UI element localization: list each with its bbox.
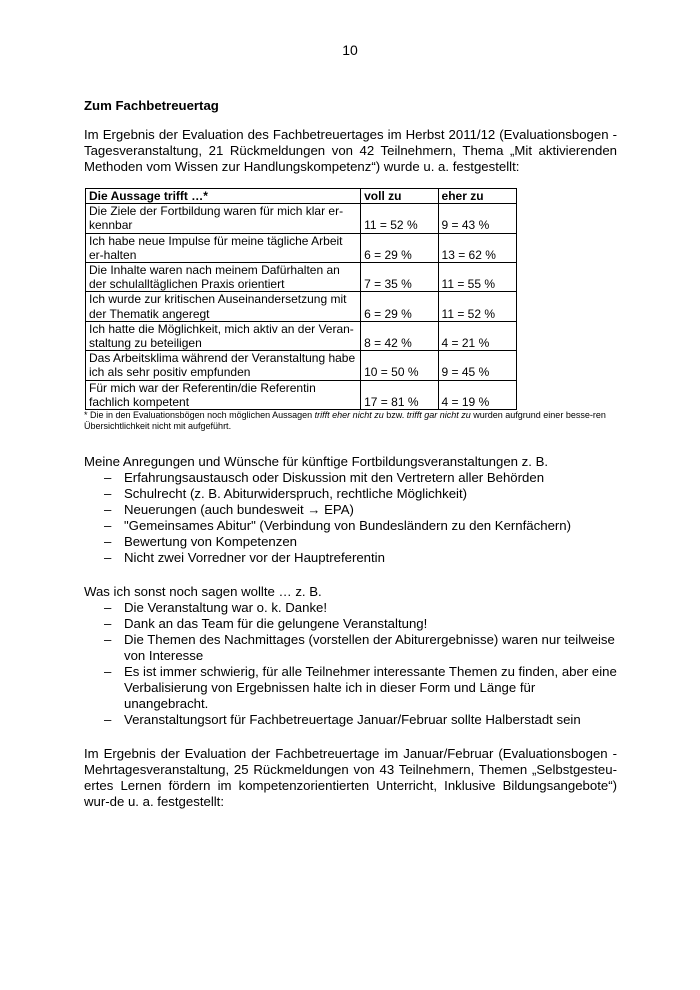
dash-bullet: – bbox=[104, 550, 112, 566]
other-list bbox=[84, 600, 617, 728]
row-voll-zu: 6 = 29 % bbox=[361, 233, 438, 262]
row-statement: Ich wurde zur kritischen Auseinandersetzung mit der Thematik angeregt bbox=[86, 292, 361, 321]
row-eher-zu: 4 = 19 % bbox=[438, 380, 516, 409]
table-row bbox=[86, 380, 517, 409]
row-eher-zu: 9 = 43 % bbox=[438, 204, 516, 233]
footnote-text: * Die in den Evaluationsbögen noch möglichen Aussagen bbox=[84, 410, 315, 421]
row-statement: Ich hatte die Möglichkeit, mich aktiv an der Veran-staltung zu beteiligen bbox=[86, 321, 361, 350]
dash-bullet: – bbox=[104, 470, 112, 486]
list-item: – Veranstaltungsort für Fachbetreuertage Januar/Februar sollte Halberstadt sein bbox=[104, 712, 581, 728]
list-item: – Bewertung von Kompetenzen bbox=[104, 534, 298, 550]
list-item: – Nicht zwei Vorredner vor der Hauptreferentin bbox=[104, 550, 385, 566]
footnote-italic: trifft gar nicht zu bbox=[406, 410, 471, 421]
row-eher-zu: 13 = 62 % bbox=[438, 233, 516, 262]
table-footnote bbox=[84, 410, 617, 432]
row-statement: Ich habe neue Impulse für meine tägliche Arbeit er-halten bbox=[86, 233, 361, 262]
row-voll-zu: 11 = 52 % bbox=[361, 204, 438, 233]
row-voll-zu: 7 = 35 % bbox=[361, 263, 438, 292]
row-voll-zu: 10 = 50 % bbox=[361, 351, 438, 380]
header-voll-zu: voll zu bbox=[361, 189, 438, 204]
wishes-intro: Meine Anregungen und Wünsche für künftige Fortbildungsveranstaltungen z. B. bbox=[84, 454, 549, 470]
section-heading: Zum Fachbetreuertag bbox=[84, 98, 219, 113]
dash-bullet: – bbox=[104, 502, 112, 518]
list-item: – Erfahrungsaustausch oder Diskussion mit den Vertretern aller Behörden bbox=[104, 470, 545, 486]
row-eher-zu: 4 = 21 % bbox=[438, 321, 516, 350]
footnote-italic: trifft eher nicht zu bbox=[314, 410, 384, 421]
list-item: – Neuerungen (auch bundesweit → EPA) bbox=[104, 502, 354, 518]
dash-bullet: – bbox=[104, 518, 112, 534]
row-statement: Das Arbeitsklima während der Veranstaltung habe ich als sehr positiv empfunden bbox=[86, 351, 361, 380]
footnote-text: wurden aufgrund einer besse-ren Übersichtlichkeit nicht mit aufgeführt. bbox=[84, 410, 606, 432]
row-statement: Die Ziele der Fortbildung waren für mich klar er-kennbar bbox=[86, 204, 361, 233]
other-intro: Was ich sonst noch sagen wollte … z. B. bbox=[84, 584, 322, 600]
row-statement: Für mich war der Referentin/die Referentin fachlich kompetent bbox=[86, 380, 361, 409]
page-number: 10 bbox=[342, 42, 358, 58]
list-item: – Dank an das Team für die gelungene Veranstaltung! bbox=[104, 616, 428, 632]
dash-bullet: – bbox=[104, 664, 112, 680]
table-row bbox=[86, 321, 517, 350]
list-item: – Es ist immer schwierig, für alle Teilnehmer interessante Themen zu finden, aber eine Verbalisierung von Ergebnissen halte ich in dieser Form und Länge für unangebracht. bbox=[104, 664, 617, 712]
table-row bbox=[86, 263, 517, 292]
dash-bullet: – bbox=[104, 632, 112, 648]
row-eher-zu: 11 = 55 % bbox=[438, 263, 516, 292]
dash-bullet: – bbox=[104, 486, 112, 502]
dash-bullet: – bbox=[104, 616, 112, 632]
list-item: – Die Veranstaltung war o. k. Danke! bbox=[104, 600, 328, 616]
intro-paragraph: Im Ergebnis der Evaluation des Fachbetreuertages im Herbst 2011/12 (Evaluationsbogen - Tagesveranstaltung, 21 Rückmeldungen von 42 Teilnehmern, Thema „Mit aktivierenden Methoden vom Wissen zur Handlungskompetenz“) wurde u. a. festgestellt: bbox=[84, 127, 617, 174]
table-row bbox=[86, 292, 517, 321]
dash-bullet: – bbox=[104, 534, 112, 550]
list-item: – Die Themen des Nachmittages (vorstellen der Abiturergebnisse) waren nur teilweise von Interesse bbox=[104, 632, 615, 664]
table-row bbox=[86, 351, 517, 380]
list-item: – "Gemeinsames Abitur" (Verbindung von Bundesländern zu den Kernfächern) bbox=[104, 518, 572, 534]
dash-bullet: – bbox=[104, 712, 112, 728]
row-voll-zu: 17 = 81 % bbox=[361, 380, 438, 409]
dash-bullet: – bbox=[104, 600, 112, 616]
evaluation-table bbox=[85, 188, 517, 410]
row-voll-zu: 6 = 29 % bbox=[361, 292, 438, 321]
row-eher-zu: 11 = 52 % bbox=[438, 292, 516, 321]
table-row bbox=[86, 204, 517, 233]
wishes-list bbox=[84, 470, 617, 566]
row-statement: Die Inhalte waren nach meinem Dafürhalten an der schulalltäglichen Praxis orientiert bbox=[86, 263, 361, 292]
header-eher-zu: eher zu bbox=[438, 189, 516, 204]
row-eher-zu: 9 = 45 % bbox=[438, 351, 516, 380]
table-row bbox=[86, 233, 517, 262]
closing-paragraph: Im Ergebnis der Evaluation der Fachbetreuertage im Januar/Februar (Evaluationsbogen - Mehrtagesveranstaltung, 25 Rückmeldungen von 43 Teilnehmern, Themen „Selbstgesteu-ertes Lernen fördern im kompetenzorientierten Unterricht, Inklusive Bildungsangebote“) wur-de u. a. festgestellt: bbox=[84, 746, 617, 810]
row-voll-zu: 8 = 42 % bbox=[361, 321, 438, 350]
table-header-row bbox=[86, 189, 517, 204]
list-item: – Schulrecht (z. B. Abiturwiderspruch, rechtliche Möglichkeit) bbox=[104, 486, 468, 502]
document-body bbox=[84, 98, 617, 810]
header-statement: Die Aussage trifft …* bbox=[86, 189, 361, 204]
footnote-text: bzw. bbox=[383, 410, 407, 421]
